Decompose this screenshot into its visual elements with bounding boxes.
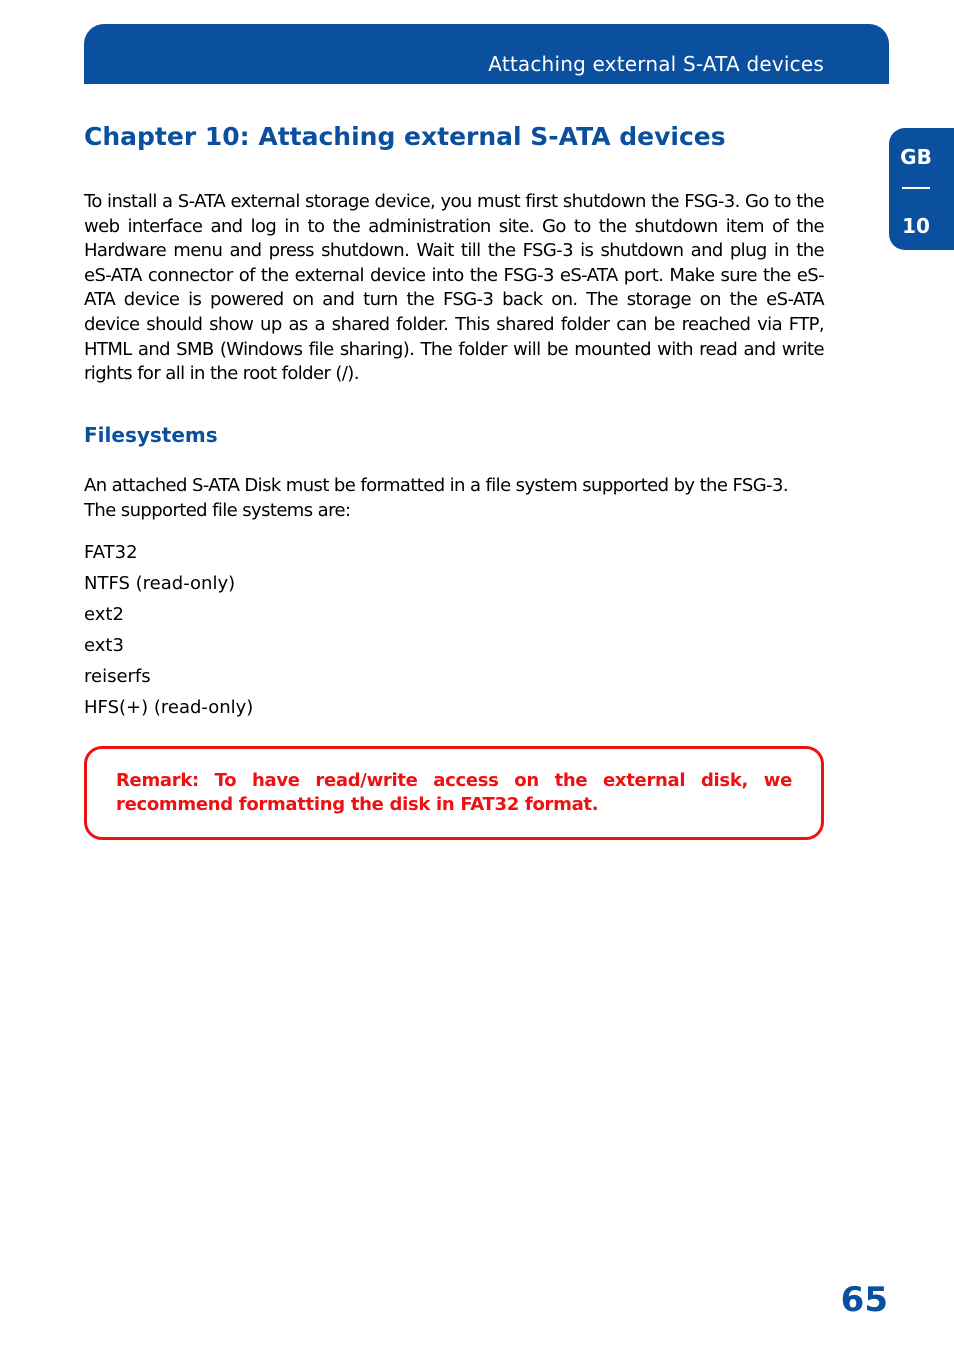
chapter-title: Chapter 10: Attaching external S-ATA devices <box>84 122 726 151</box>
list-item: HFS(+) (read-only) <box>84 697 254 718</box>
list-item: reiserfs <box>84 666 151 687</box>
remark-text: Remark: To have read/write access on the external disk, we recommend formatting the disk in FAT32 format. <box>116 770 792 815</box>
intro-paragraph: To install a S-ATA external storage device, you must first shutdown the FSG-3. Go to the web interface and log in to the administration site. Go to the shutdown item of the Hardware menu and press shutdown. Wait till the FSG-3 is shutdown and plug in the eS-ATA connector of the external device into the FSG-3 eS-ATA port. Make sure the eS-ATA device is powered on and turn the FSG-3 back on. The storage on the eS-ATA device should show up as a shared folder. This shared folder can be reached via FTP, HTML and SMB (Windows file sharing). The folder will be mounted with read and write rights for all in the root folder (/). <box>84 191 824 385</box>
running-title: Attaching external S-ATA devices <box>488 52 824 76</box>
list-item: ext2 <box>84 604 124 625</box>
chapter-side-tab <box>889 128 954 250</box>
chapter-number: 10 <box>902 214 930 238</box>
list-item: ext3 <box>84 635 124 656</box>
remark-box <box>84 746 824 840</box>
language-label: GB <box>900 145 932 169</box>
filesystems-paragraph: An attached S-ATA Disk must be formatted in a file system supported by the FSG-3. The supported file systems are: <box>84 475 788 521</box>
list-item: NTFS (read-only) <box>84 573 236 594</box>
header-bar <box>84 24 889 84</box>
side-tab-divider <box>902 187 930 189</box>
list-item: FAT32 <box>84 542 138 563</box>
page-number: 65 <box>840 1280 888 1320</box>
filesystems-heading: Filesystems <box>84 423 218 447</box>
filesystem-list <box>84 537 253 723</box>
